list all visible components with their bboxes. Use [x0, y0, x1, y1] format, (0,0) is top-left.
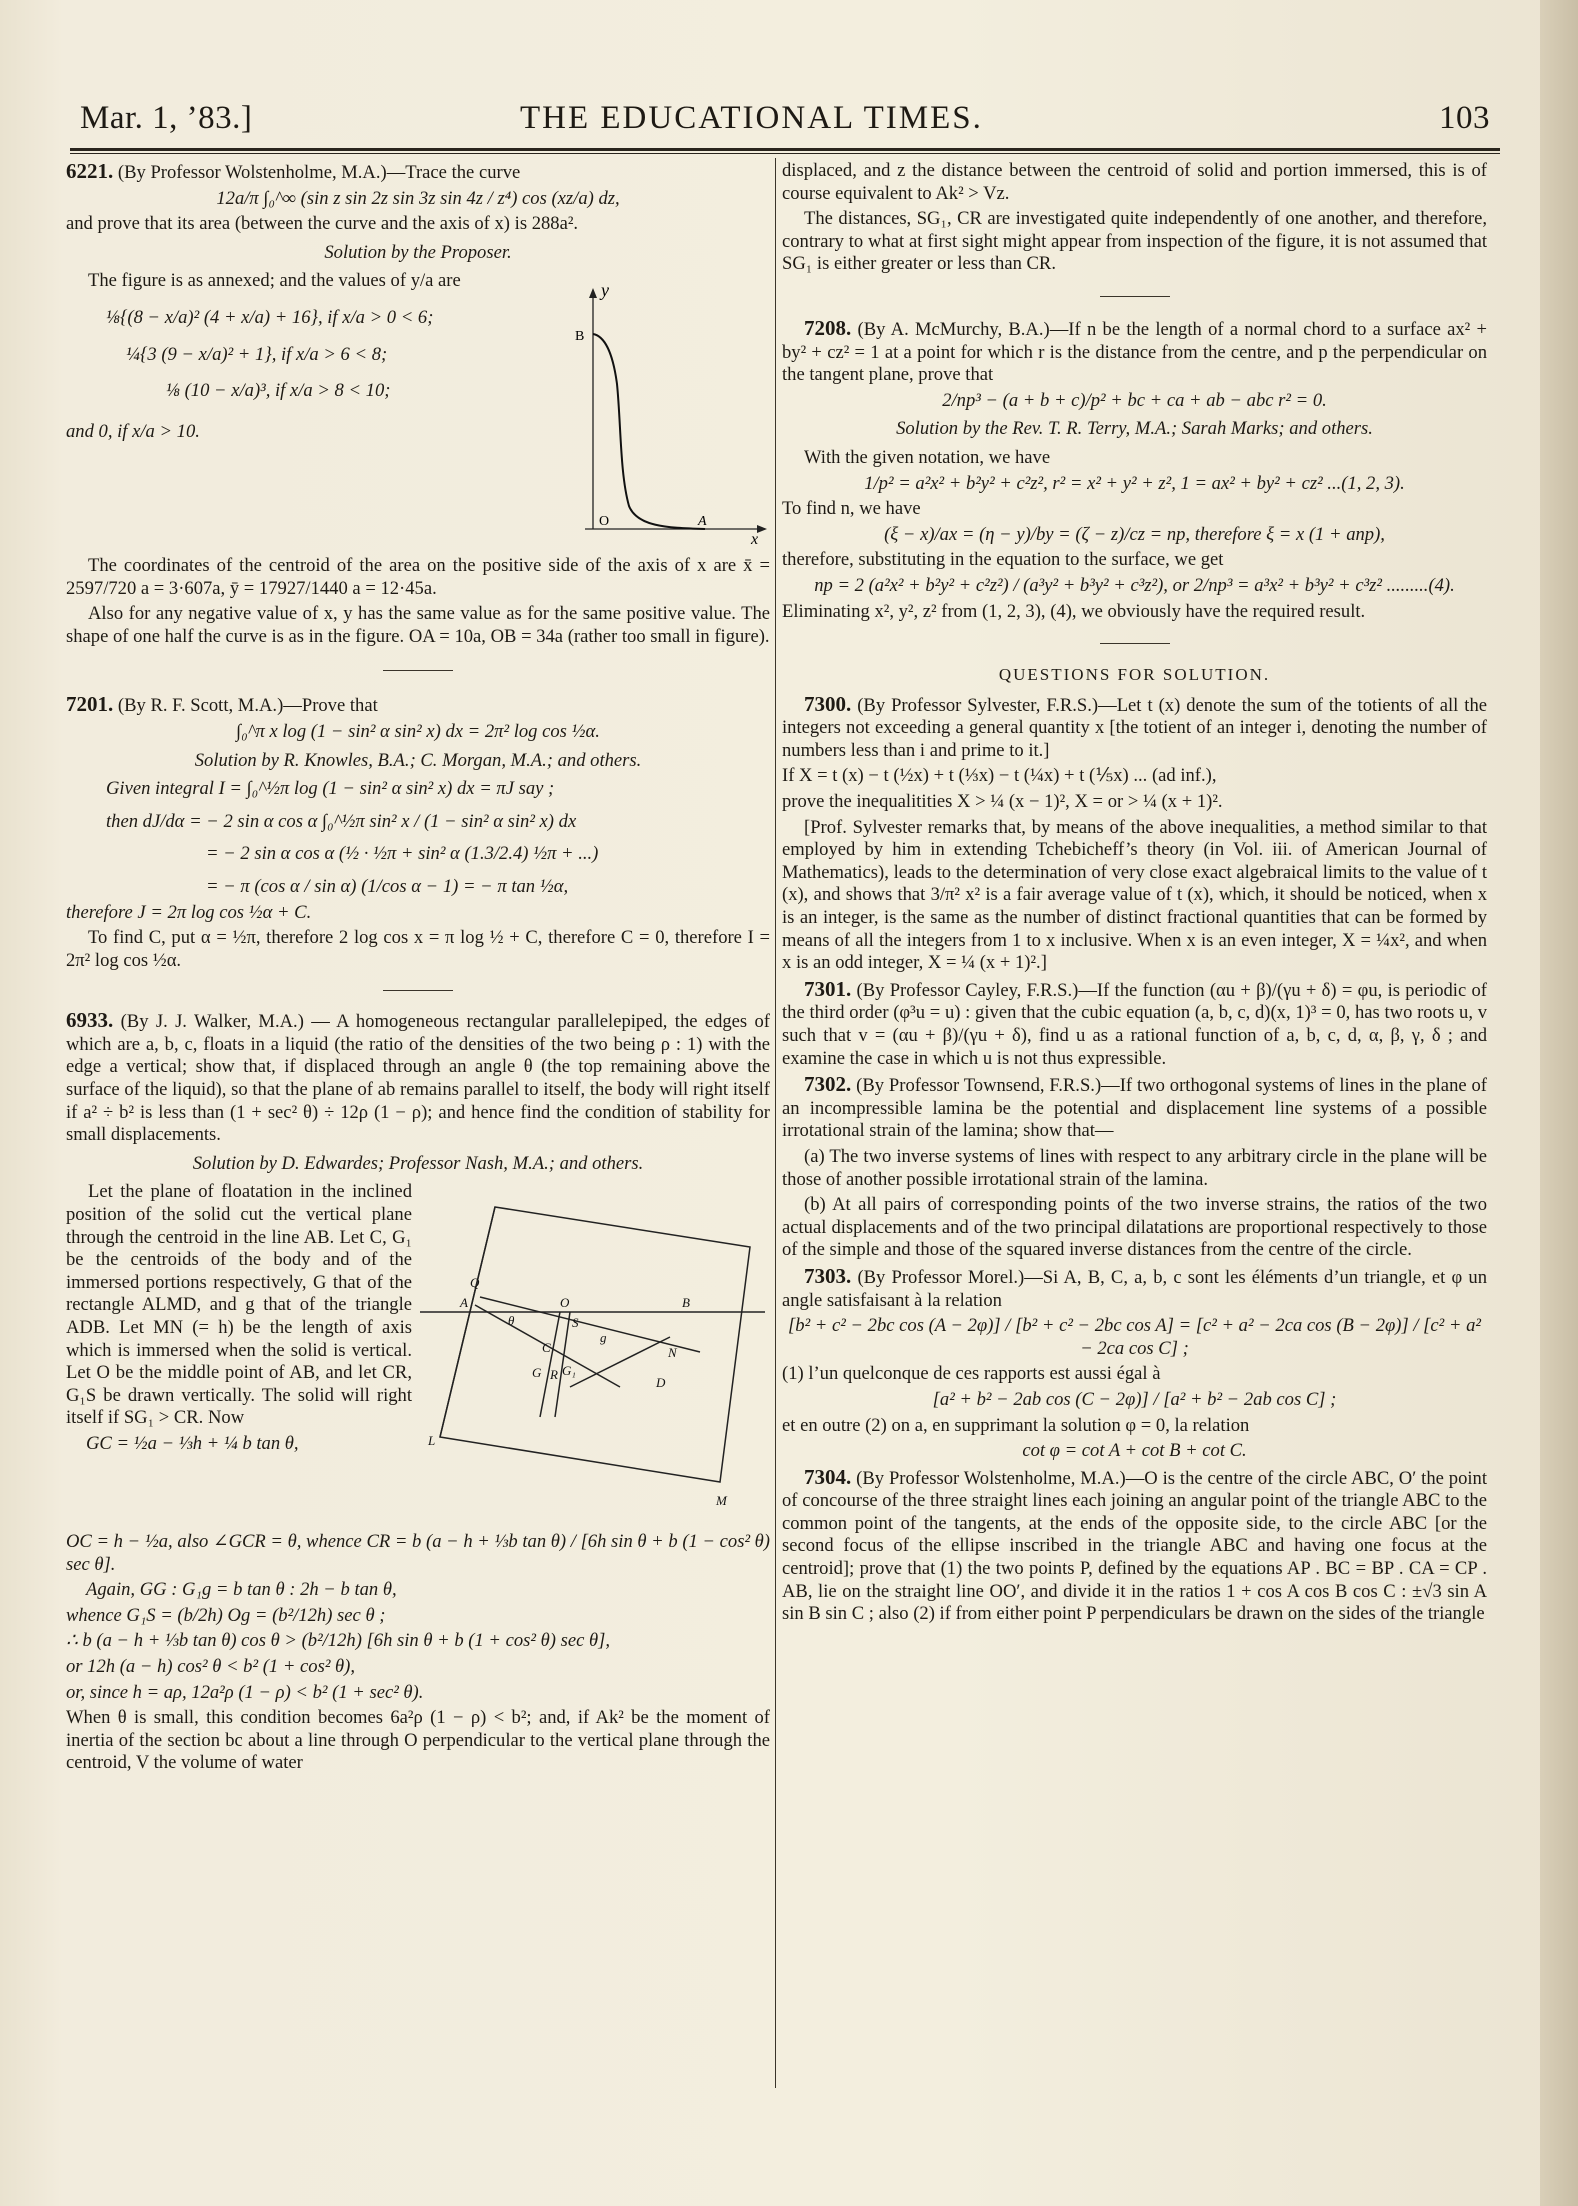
question-number: 7300. — [804, 691, 852, 716]
equation: prove the inequalitities X > ¼ (x − 1)², X = or > ¼ (x + 1)². — [782, 791, 1223, 813]
text-block: and prove that its area (between the curve and the axis of x) is 288a². — [66, 213, 579, 235]
text-block: (1) l’un quelconque de ces rapports est aussi égal à — [782, 1363, 1161, 1385]
case-4: and 0, if x/a > 10. — [66, 420, 200, 442]
equation: If X = t (x) − t (½x) + t (⅓x) − t (¼x) + t (⅕x) ... (ad inf.), — [782, 765, 1217, 787]
question-7300-intro: 7300. (By Professor Sylvester, F.R.S.)—Let t (x) denote the sum of the totients of all the integers not exceeding a general quantity x [the totient of an integer i, denoting the number of numbers less than i and prime to it.] — [782, 691, 1487, 761]
label-m: M — [716, 1493, 727, 1509]
text-block: Let the plane of floatation in the inclined position of the solid cut the vertical plane through the centroid in the line AB. Let C, G₁ be the centroids of the body and of the immersed portions respectively, G that of the rectangle ALMD, and g that of the triangle ADB. Let MN (= h) be the length of axis which is immersed when the solid is vertical. Let O be the middle point of AB, and let CR, G₁S be drawn vertically. The solid will right itself if SG₁ > CR. Now — [66, 1181, 412, 1429]
equation: np = 2 (a²x² + b²y² + c²z²) / (a³y² + b³y² + c³z²), or 2/np³ = a³x² + b³y² + c³z² .........(4). — [814, 574, 1455, 596]
case-2: ¼{3 (9 − x/a)² + 1}, if x/a > 6 < 8; — [126, 343, 388, 365]
label-c: C — [542, 1340, 551, 1356]
label-r: R — [550, 1367, 558, 1383]
section-heading: QUESTIONS FOR SOLUTION. — [998, 665, 1271, 685]
question-7201-intro: 7201. (By R. F. Scott, M.A.)—Prove that — [66, 692, 378, 717]
header-date: Mar. 1, ’83.] — [80, 100, 253, 136]
text-block: (a) The two inverse systems of lines with respect to any arbitrary circle in the plane will be those of another possible irrotational strain of the lamina. — [782, 1145, 1487, 1190]
label-b: B — [682, 1295, 690, 1311]
equation: therefore J = 2π log cos ½α + C. — [66, 901, 312, 923]
point-label-o: O — [599, 514, 610, 530]
text-block: To find n, we have — [782, 498, 921, 520]
equation: (ξ − x)/ax = (η − y)/by = (ζ − z)/cz = np, therefore ξ = x (1 + anp), — [884, 523, 1385, 545]
header-rule — [70, 148, 1500, 151]
label-q: Q — [470, 1275, 480, 1291]
question-number: 7304. — [804, 1464, 852, 1489]
equation: ∴ b (a − h + ⅓b tan θ) cos θ > (b²/12h) [6h sin θ + b (1 + cos² θ) sec θ], — [66, 1630, 611, 1652]
text-block: When θ is small, this condition becomes 6a²ρ (1 − ρ) < b²; and, if Ak² be the moment of inertia of the section bc about a line through O perpendicular to the vertical plane through the centroid, V the volume of water — [66, 1707, 770, 1774]
question-7304-intro: 7304. (By Professor Wolstenholme, M.A.)—O is the centre of the circle ABC, O′ the point of concourse of the three straight lines each joining an angular point of the triangle ABC to the common point of the tangents, at the ends of the opposite side, to the circle ABC [or the second focus of the ellipse inscribed in the triangle ABC and having one focus at the centroid]; prove that (1) the two points P, defined by the equations AP . BC = BP . CA = CP . AB, lie on the straight line OO′, and divide it in the ratios 1 + cos A cos B cos C : ±√3 sin A sin B sin C ; also (2) if from either point P perpendiculars be drawn on the sides of the triangle — [782, 1464, 1487, 1625]
label-g: g — [600, 1330, 607, 1346]
equation: Given integral I = ∫₀^½π log (1 − sin² α sin² x) dx = πJ say ; — [106, 778, 555, 800]
axis-label-y: y — [601, 280, 609, 301]
left-column — [66, 160, 770, 1778]
equation: [a² + b² − 2ab cos (C − 2φ)] / [a² + b² − 2ab cos C] ; — [932, 1388, 1337, 1410]
label-s: S — [572, 1315, 579, 1331]
text-block: The distances, SG₁, CR are investigated quite independently of one another, and therefore, contrary to what at first sight might appear from inspection of the figure, it is not assumed that SG₁ is either greater or less than CR. — [782, 208, 1487, 275]
label-g-rect: G — [532, 1365, 542, 1381]
right-column — [782, 160, 1487, 1629]
question-number: 7301. — [804, 976, 852, 1001]
equation: [b² + c² − 2bc cos (A − 2φ)] / [b² + c² − 2bc cos A] = [c² + a² − 2ca cos (B − 2φ)] / [c² + a² − 2ca cos C] ; — [788, 1315, 1481, 1359]
question-number: 7302. — [804, 1072, 852, 1097]
equation: = − π (cos α / sin α) (1/cos α − 1) = − π tan ½α, — [206, 875, 569, 897]
equation: Again, GG : G₁g = b tan θ : 2h − b tan θ, — [86, 1579, 397, 1601]
question-7303-intro: 7303. (By Professor Morel.)—Si A, B, C, a, b, c sont les éléments d’un triangle, et φ un angle satisfaisant à la relation — [782, 1263, 1487, 1311]
point-label-b: B — [575, 329, 585, 345]
text-block: (b) At all pairs of corresponding points of the two inverse strains, the ratios of the two actual displacements and of the two principal dilatations are proportional respectively to those of the simple and those of the squared inverse distances from the centre of the circle. — [782, 1194, 1487, 1261]
question-number: 7201. — [66, 692, 114, 717]
question-number: 6933. — [66, 1008, 114, 1033]
label-d: D — [656, 1375, 666, 1391]
equation: then dJ/dα = − 2 sin α cos α ∫₀^½π sin² x / (1 − sin² α sin² x) dx — [106, 810, 577, 832]
solution-by: Solution by D. Edwardes; Professor Nash, M.A.; and others. — [192, 1152, 644, 1174]
divider — [383, 670, 453, 671]
axis-label-x: x — [751, 531, 759, 545]
equation: OC = h − ½a, also ∠GCR = θ, whence CR = b (a − h + ⅓b tan θ) / [6h sin θ + b (1 − cos² θ) sec θ]. — [66, 1531, 770, 1575]
text-block: The figure is as annexed; and the values of y/a are — [88, 270, 461, 292]
label-o: O — [560, 1295, 570, 1311]
question-6221-intro: 6221. (By Professor Wolstenholme, M.A.)—Trace the curve — [66, 159, 521, 183]
divider — [1100, 296, 1170, 297]
question-7301-intro: 7301. (By Professor Cayley, F.R.S.)—If the function (αu + β)/(γu + δ) = φu, is periodic of the third order (φ³u = u) : given that the cubic equation (a, b, c, d)(x, 1)³ = 0, has two roots u, v such that v = (αu + β)/(γu + δ), find u as a rational function of a, b, c, d, α, β, γ, δ ; and examine the case in which u is not thus expressible. — [782, 976, 1487, 1069]
question-number: 7208. — [804, 315, 852, 340]
header-page-number: 103 — [1439, 100, 1490, 136]
page-fold-shadow — [1540, 0, 1578, 2206]
case-1: ⅛{(8 − x/a)² (4 + x/a) + 16}, if x/a > 0 < 6; — [106, 306, 434, 328]
equation: 1/p² = a²x² + b²y² + c²z², r² = x² + y² + z², 1 = ax² + by² + cz² ...(1, 2, 3). — [864, 472, 1405, 494]
text-block: [Prof. Sylvester remarks that, by means of the above inequalities, a method similar to that employed by him in extending Tchebicheff’s theory (in Vol. iii. of American Journal of Mathematics), leads to the determination of very close exact algebraical limits to the value of t (x), and shows that 3/π² x² is a fair average value of t (x), which, it should be noticed, when x is an integer, is the same as the number of distinct fractional quantities that can be formed by means of all the integers from 1 to x inclusive. When x is an even integer, X = ¼x², and when x is an odd integer, X = ¼ (x + 1)².] — [782, 816, 1487, 974]
text-block: To find C, put α = ½π, therefore 2 log cos x = π log ½ + C, therefore C = 0, therefore I = 2π² log cos ½α. — [66, 927, 770, 971]
solution-by: Solution by the Proposer. — [324, 241, 512, 263]
divider — [1100, 643, 1170, 644]
text-block: et en outre (2) on a, en supprimant la solution φ = 0, la relation — [782, 1414, 1250, 1436]
text-block: Also for any negative value of x, y has the same value as for the same positive value. The shape of one half the curve is as in the figure. OA = 10a, OB = 34a (rather too small in figure). — [66, 603, 770, 647]
question-6933-intro: 6933. (By J. J. Walker, M.A.) — A homogeneous rectangular parallelepiped, the edges of which are a, b, c, floats in a liquid (the ratio of the densities of the two being ρ : 1) with the edge a vertical; show that, if displaced through an angle θ (the top remaining above the surface of the liquid), so that the plane of ab remains parallel to itself, the body will right itself if a² ÷ b² is less than (1 + sec² θ) ÷ 12ρ (1 − ρ); and hence find the condition of stability for small displacements. — [66, 1008, 771, 1146]
solution-by: Solution by R. Knowles, B.A.; C. Morgan, M.A.; and others. — [194, 749, 642, 771]
formula: 2/np³ − (a + b + c)/p² + bc + ca + ab − abc r² = 0. — [942, 389, 1327, 411]
equation: or 12h (a − h) cos² θ < b² (1 + cos² θ), — [66, 1656, 356, 1677]
equation: whence G₁S = (b/2h) Og = (b²/12h) sec θ ; — [66, 1604, 386, 1626]
case-3: ⅛ (10 − x/a)³, if x/a > 8 < 10; — [166, 380, 391, 402]
formula: 12a/π ∫₀^∞ (sin z sin 2z sin 3z sin 4z / z⁴) cos (xz/a) dz, — [216, 187, 620, 209]
question-number: 6221. — [66, 159, 114, 183]
column-separator — [775, 158, 776, 2088]
parallelepiped-figure — [420, 1187, 770, 1524]
floating-body-diagram — [420, 1187, 770, 1517]
solution-by: Solution by the Rev. T. R. Terry, M.A.; Sarah Marks; and others. — [896, 418, 1373, 440]
equation: = − 2 sin α cos α (½ · ½π + sin² α (1.3/2.4) ½π + ...) — [206, 843, 599, 865]
curve-figure — [565, 274, 770, 551]
text-block: With the given notation, we have — [804, 446, 1051, 468]
label-theta: θ — [508, 1313, 515, 1329]
equation: or, since h = aρ, 12a²ρ (1 − ρ) < b² (1 + sec² θ). — [66, 1681, 424, 1703]
equation: GC = ½a − ⅓h + ¼ b tan θ, — [86, 1432, 299, 1454]
label-a: A — [460, 1295, 468, 1311]
question-7302-intro: 7302. (By Professor Townsend, F.R.S.)—If two orthogonal systems of lines in the plane of an incompressible lamina be the potential and displacement line systems of a possible irrotational strain of the lamina; show that— — [782, 1072, 1487, 1142]
label-n: N — [668, 1345, 677, 1361]
question-number: 7303. — [804, 1263, 852, 1288]
question-7208-intro: 7208. (By A. McMurchy, B.A.)—If n be the length of a normal chord to a surface ax² + by² + cz² = 1 at a point for which r is the distance from the centre, and p the perpendicular on the tangent plane, prove that — [782, 315, 1487, 386]
header-title: THE EDUCATIONAL TIMES. — [520, 100, 983, 136]
point-label-a: A — [698, 514, 707, 530]
equation: cot φ = cot A + cot B + cot C. — [1022, 1440, 1247, 1462]
text-block: therefore, substituting in the equation to the surface, we get — [782, 549, 1224, 571]
label-l: L — [428, 1433, 436, 1449]
formula: ∫₀^π x log (1 − sin² α sin² x) dx = 2π² log cos ½α. — [236, 720, 600, 742]
header-rule-thin — [70, 153, 1500, 154]
page-header — [80, 100, 1490, 144]
text-block: displaced, and z the distance between the centroid of solid and portion immersed, this is of course equivalent to Ak² > Vz. — [782, 160, 1487, 204]
text-block: The coordinates of the centroid of the area on the positive side of the axis of x are x̄ = 2597/720 a = 3·607a, ȳ = 17927/1440 a = 12·45a. — [66, 554, 770, 599]
text-block: Eliminating x², y², z² from (1, 2, 3), (4), we obviously have the required result. — [782, 600, 1366, 622]
divider — [383, 990, 453, 991]
label-g1: G₁ — [562, 1363, 576, 1379]
curve-diagram — [565, 274, 770, 544]
